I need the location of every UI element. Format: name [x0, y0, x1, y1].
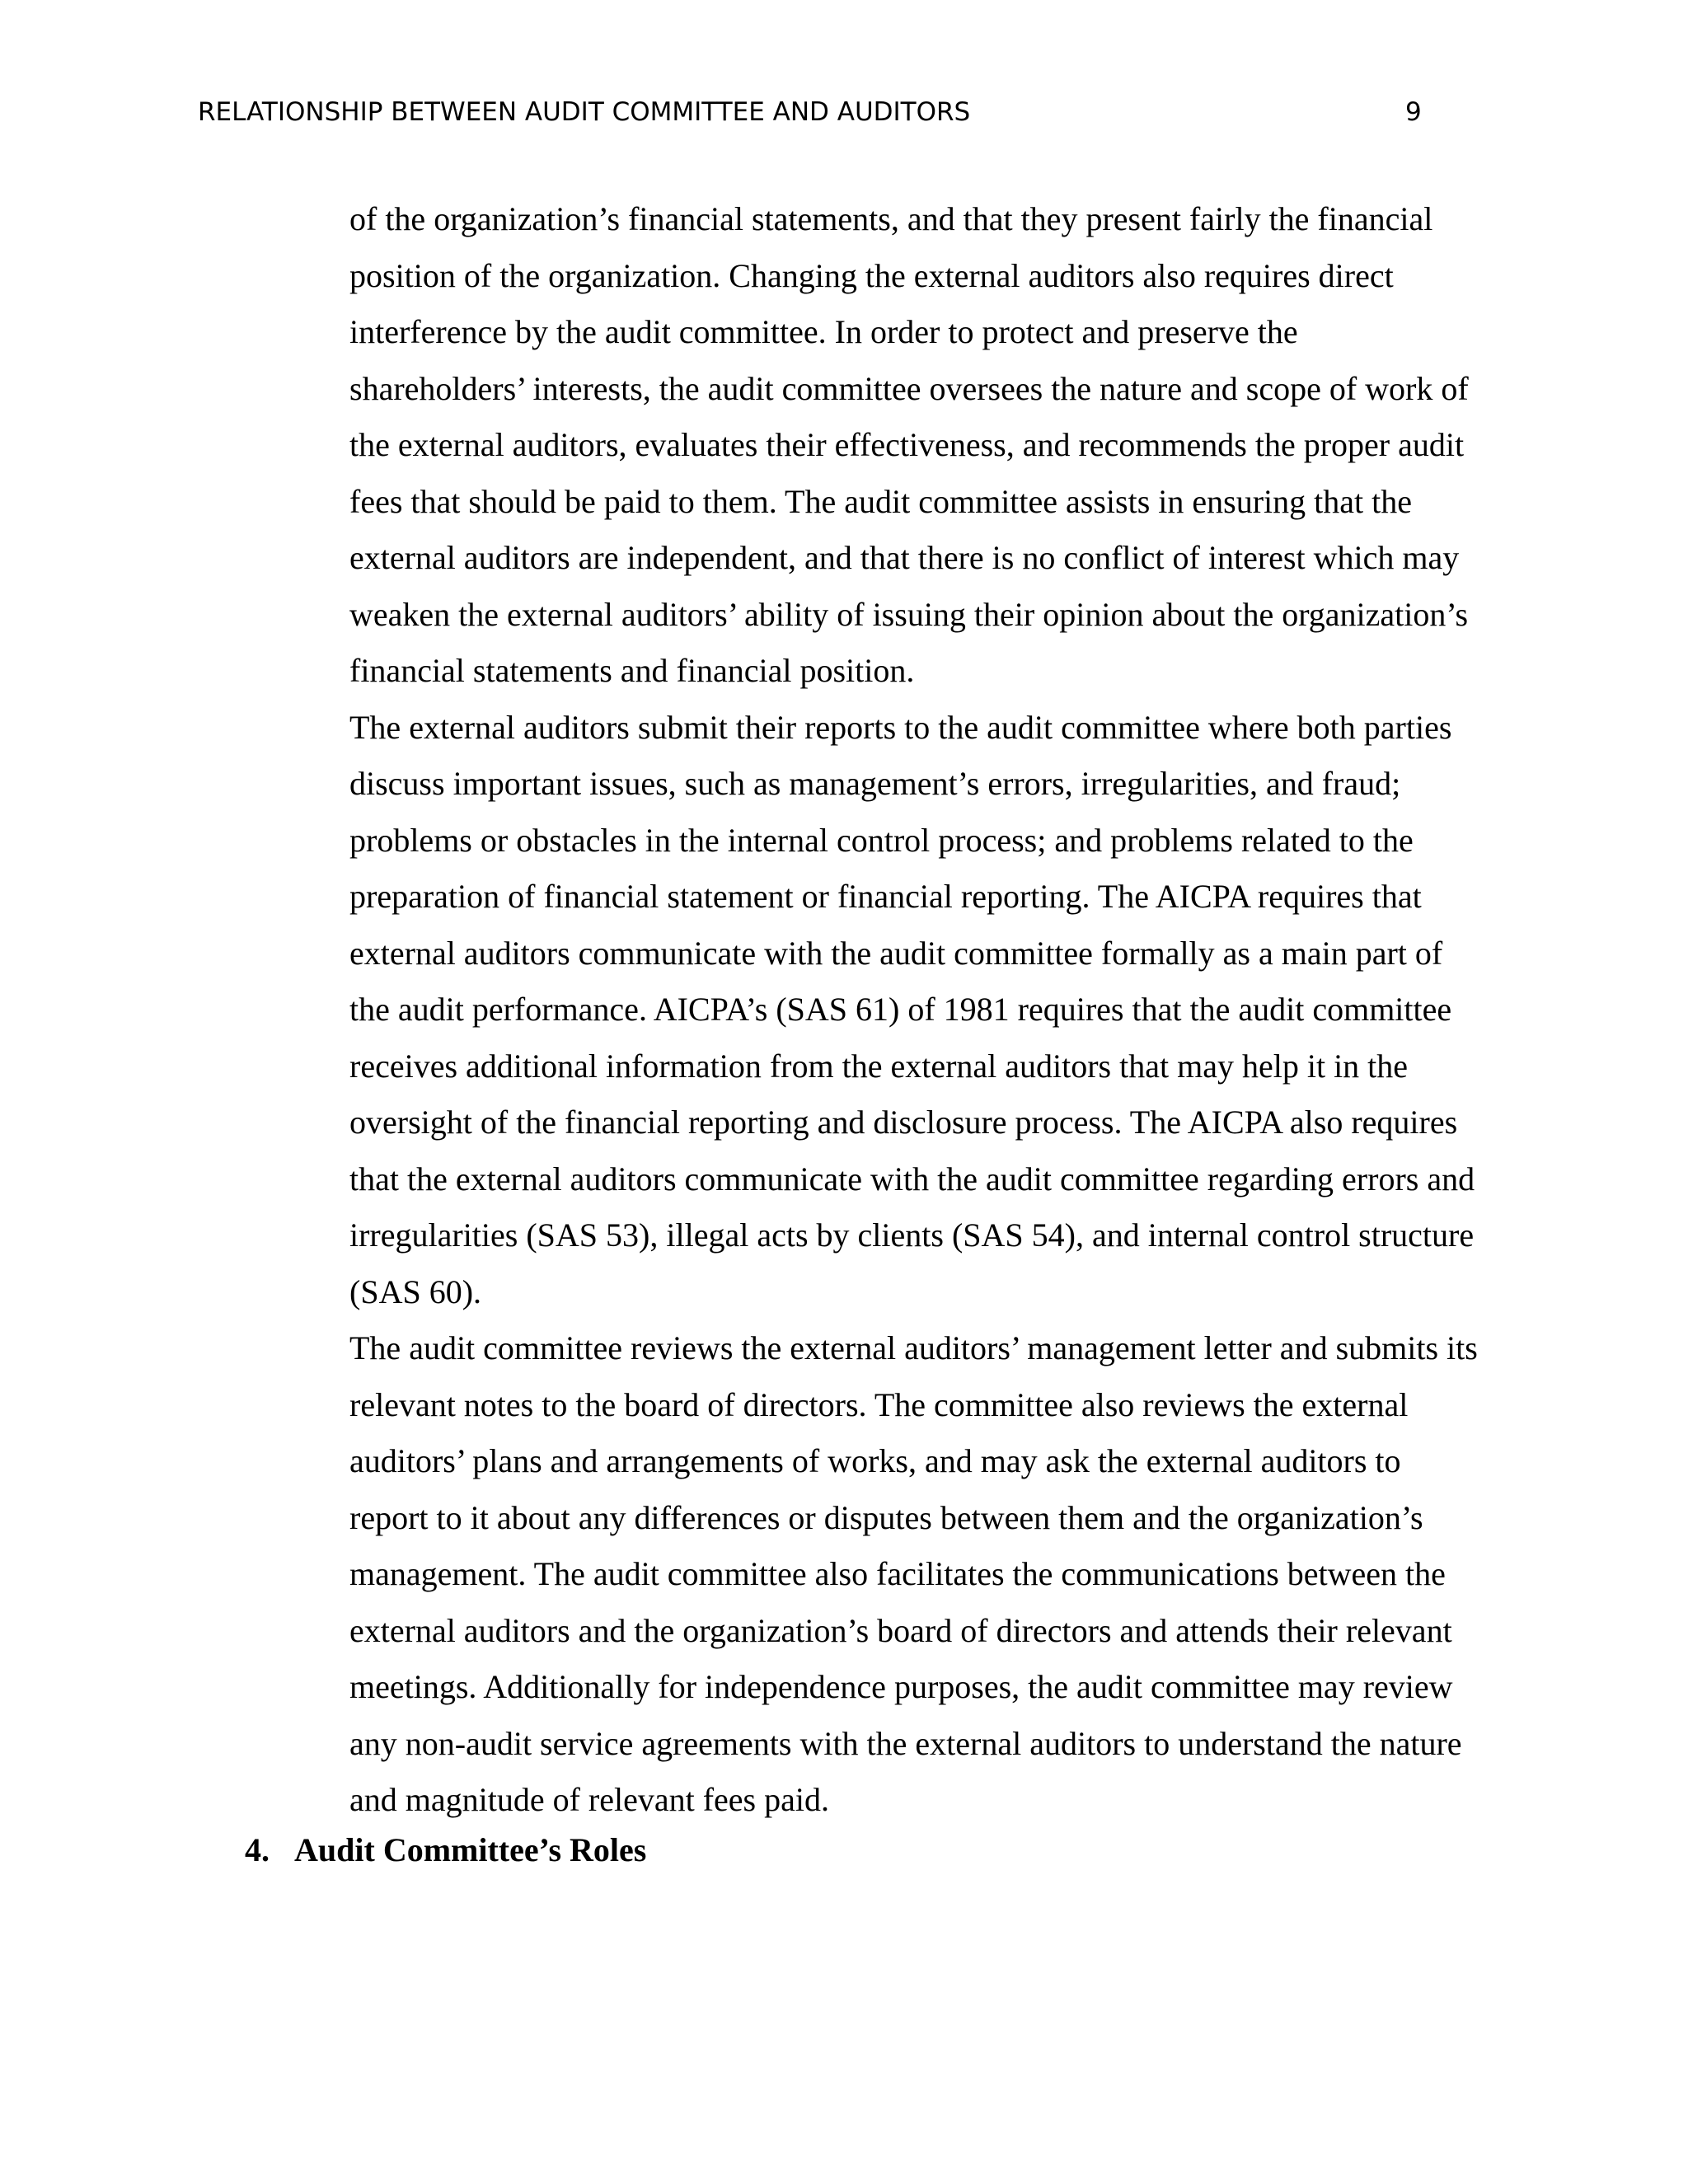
- text-line: discuss important issues, such as management’s errors, irregularities, and fraud;: [349, 765, 1401, 802]
- text-line: financial statements and financial position.: [349, 652, 915, 689]
- text-line: management. The audit committee also facilitates the communications between the: [349, 1555, 1446, 1592]
- text-line: that the external auditors communicate with the audit committee regarding errors and: [349, 1160, 1475, 1197]
- text-line: oversight of the financial reporting and disclosure process. The AICPA also requires: [349, 1104, 1458, 1141]
- text-line: irregularities (SAS 53), illegal acts by clients (SAS 54), and internal control structure: [349, 1216, 1475, 1254]
- text-line: problems or obstacles in the internal control process; and problems related to the: [349, 821, 1414, 859]
- text-line: external auditors and the organization’s board of directors and attends their relevant: [349, 1611, 1452, 1649]
- text-line: weaken the external auditors’ ability of issuing their opinion about the organization’s: [349, 595, 1469, 633]
- section-title: Audit Committee’s Roles: [294, 1831, 647, 1868]
- text-line: position of the organization. Changing the external auditors also requires direct: [349, 256, 1394, 294]
- text-line: The audit committee reviews the external auditors’ management letter and submits its: [349, 1329, 1478, 1366]
- text-line: external auditors are independent, and that there is no conflict of interest which may: [349, 539, 1460, 576]
- text-line: the external auditors, evaluates their effectiveness, and recommends the proper audit: [349, 426, 1465, 463]
- text-line: relevant notes to the board of directors. The committee also reviews the external: [349, 1385, 1409, 1423]
- page-number: 9: [1405, 97, 1422, 127]
- text-line: (SAS 60).: [349, 1272, 482, 1310]
- text-line: fees that should be paid to them. The audit committee assists in ensuring that the: [349, 482, 1413, 520]
- text-line: external auditors communicate with the audit committee formally as a main part of: [349, 934, 1443, 972]
- section-number: 4.: [245, 1831, 270, 1868]
- text-line: receives additional information from the external auditors that may help it in the: [349, 1047, 1409, 1085]
- text-line: and magnitude of relevant fees paid.: [349, 1781, 829, 1818]
- running-head: RELATIONSHIP BETWEEN AUDIT COMMITTEE AND AUDITORS: [198, 97, 971, 127]
- text-line: The external auditors submit their reports to the audit committee where both parties: [349, 708, 1452, 746]
- text-line: the audit performance. AICPA’s (SAS 61) of 1981 requires that the audit committee: [349, 991, 1452, 1028]
- section-heading: [245, 1822, 646, 1878]
- text-line: of the organization’s financial statements, and that they present fairly the financial: [349, 200, 1433, 237]
- text-line: preparation of financial statement or financial reporting. The AICPA requires that: [349, 878, 1422, 915]
- text-line: meetings. Additionally for independence purposes, the audit committee may review: [349, 1668, 1453, 1705]
- text-line: auditors’ plans and arrangements of works, and may ask the external auditors to: [349, 1442, 1401, 1479]
- text-line: any non-audit service agreements with the external auditors to understand the nature: [349, 1724, 1462, 1762]
- text-line: shareholders’ interests, the audit committee oversees the nature and scope of work of: [349, 369, 1469, 407]
- body-text: [349, 191, 1487, 1829]
- text-line: report to it about any differences or disputes between them and the organization’s: [349, 1498, 1423, 1536]
- text-line: interference by the audit committee. In order to protect and preserve the: [349, 313, 1298, 350]
